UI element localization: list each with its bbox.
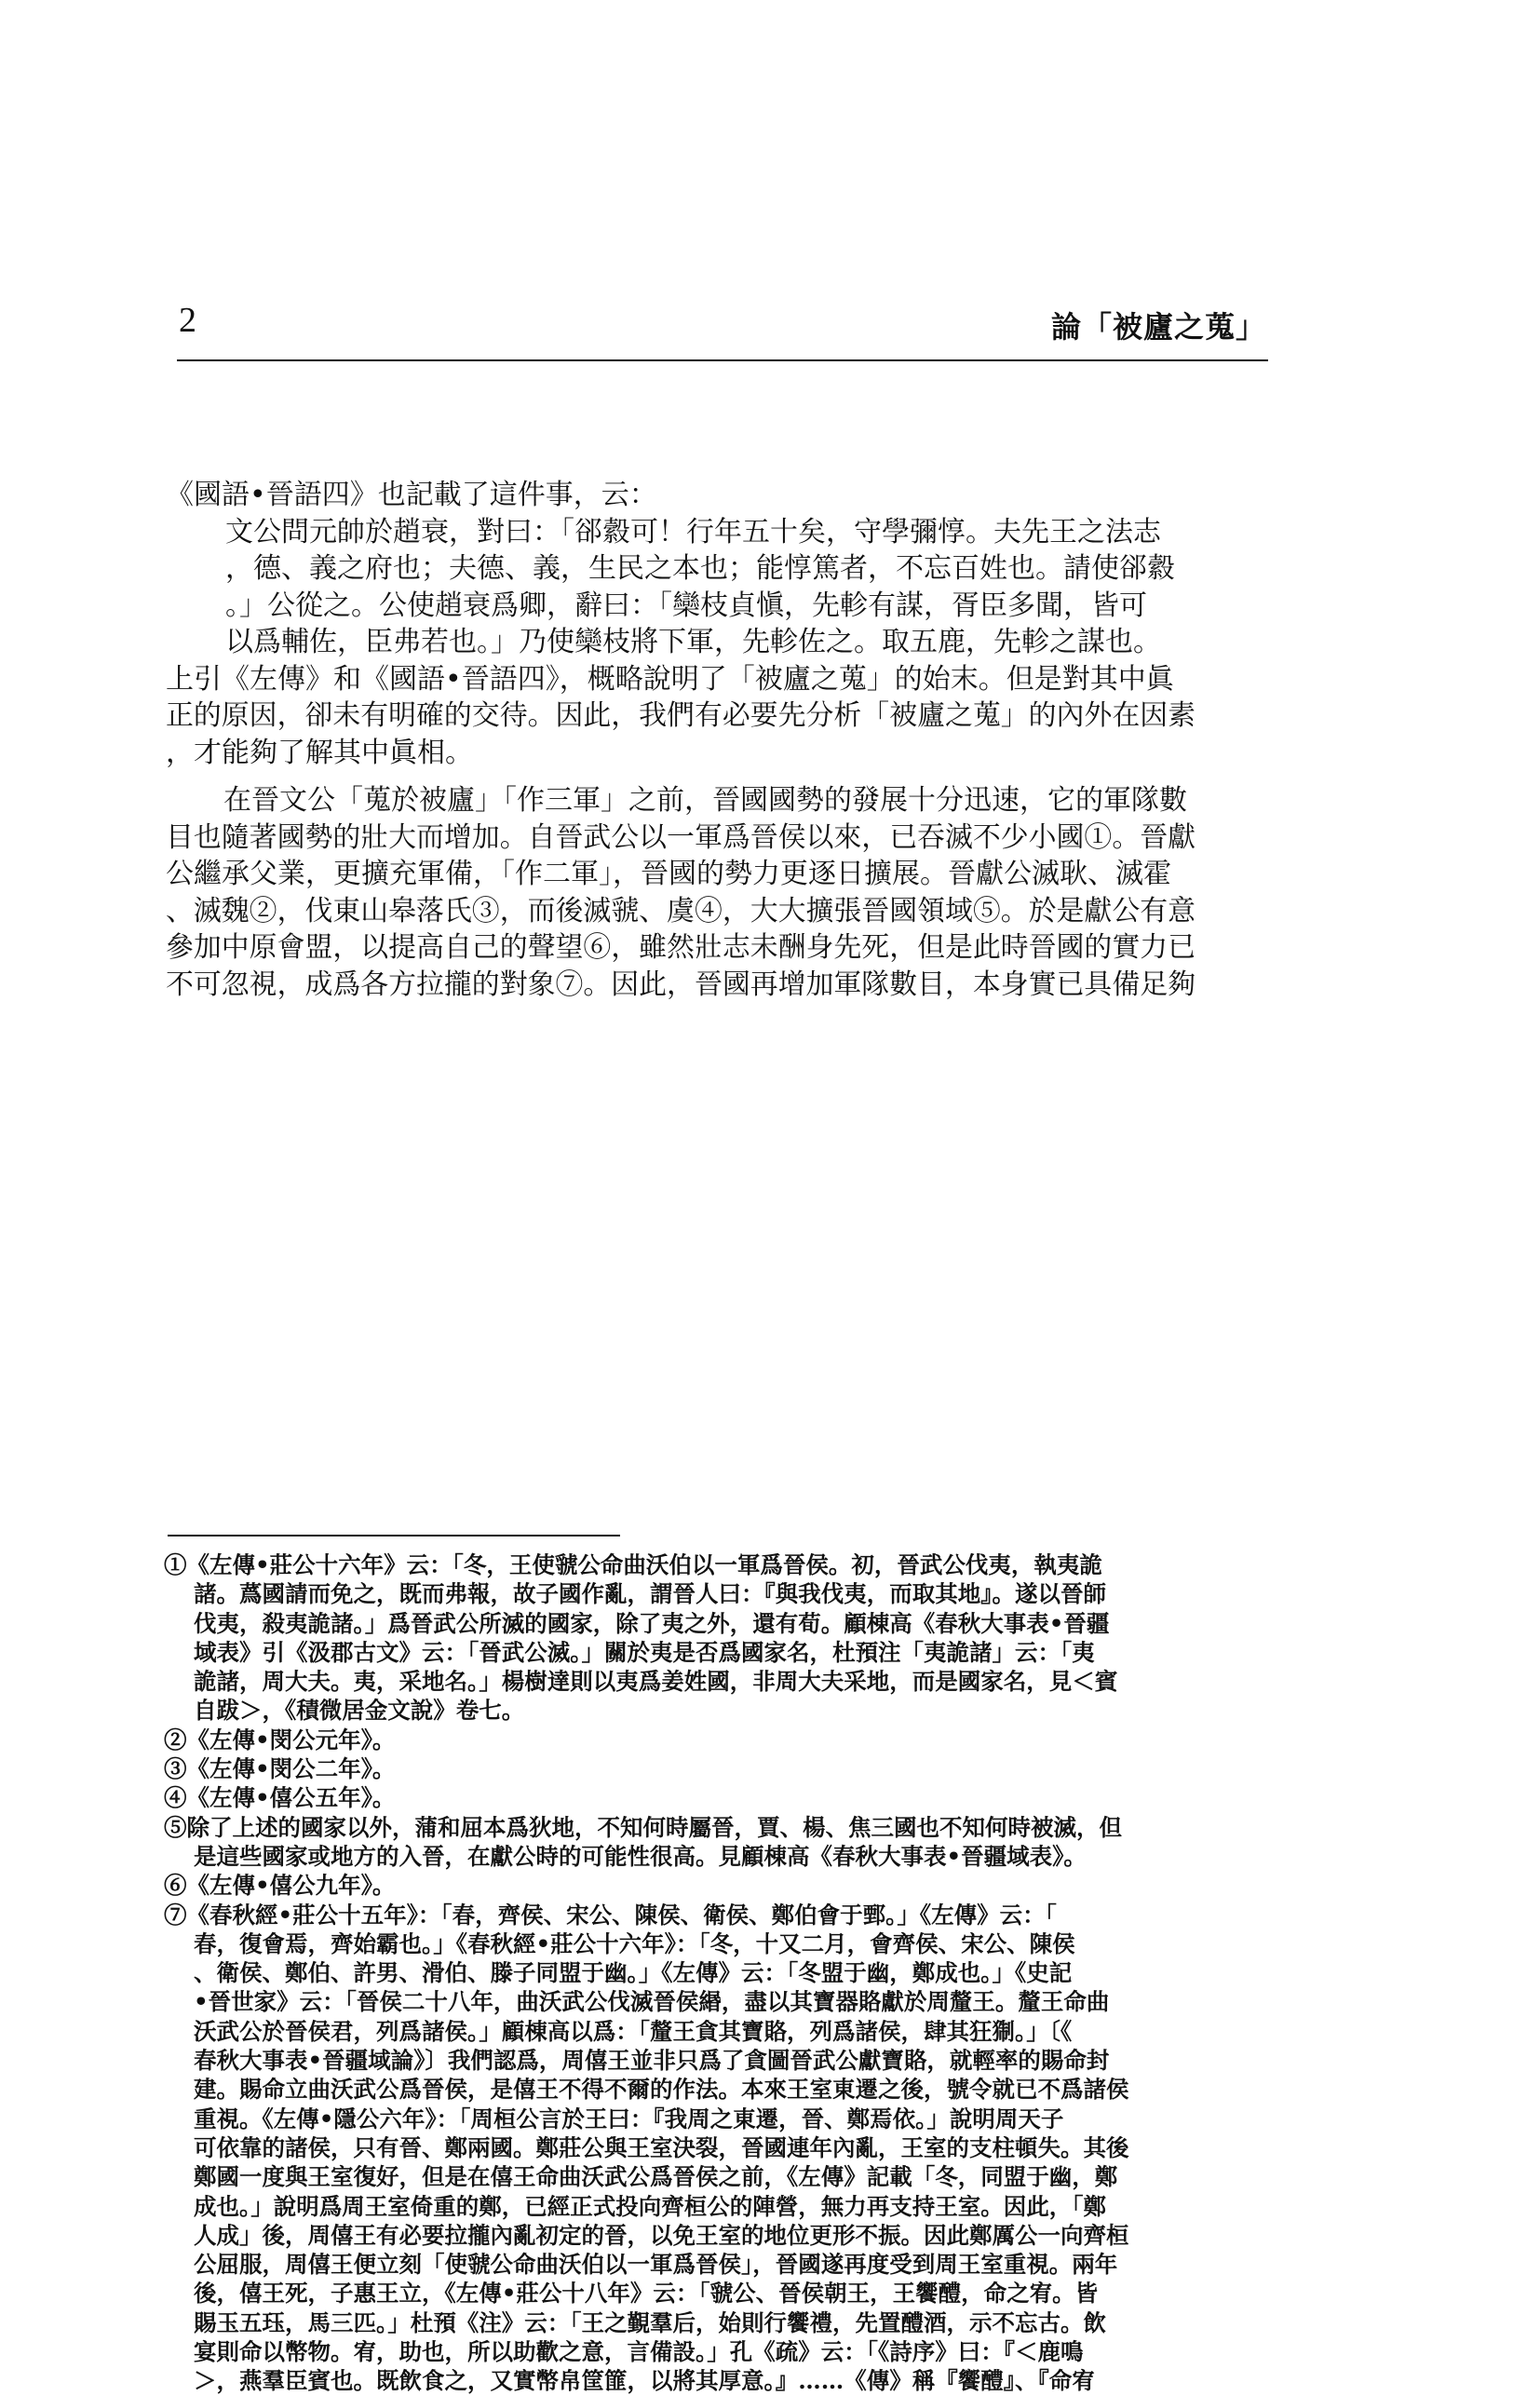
paragraph-line: 不可忽視，成爲各方拉攏的對象⑦。因此，晉國再增加軍隊數目，本身實已具備足夠 bbox=[166, 968, 1196, 1001]
quote-line: ，德、義之府也；夫德、義，生民之本也；能惇篤者，不忘百姓也。請使郤縠 bbox=[225, 552, 1175, 585]
quote-line: 。」公從之。公使趙衰爲卿，辭曰：「欒枝貞愼，先軫有謀，胥臣多聞，皆可 bbox=[225, 589, 1147, 622]
footnote-1: ①《左傳•莊公十六年》云：「冬，王使虢公命曲沃伯以一軍爲晉侯。初，晉武公伐夷，執夷詭 諸。蔿國請而免之，既而弗報，故子國作亂，謂晉人曰：『與我伐夷，而取其地』。遂以晉師 伐夷，殺夷詭諸。」爲晉武公所滅的國家，除了夷之外，還有荀。顧棟高《春秋大事表•晉疆 域表》引《汲郡古文》云：「晉武公滅。」關於夷是否爲國家名，杜預注「夷詭諸」云：「夷 詭諸，周大夫。夷，采地名。」楊樹達則以夷爲姜姓國，非周大夫采地，而是國家名，見＜賓 自跋＞，《積微居金文說》卷七。 bbox=[164, 1551, 1118, 1725]
paragraph-1 bbox=[166, 661, 1196, 772]
paragraph-line: ，才能夠了解其中眞相。 bbox=[166, 736, 473, 769]
footnote-3: ③《左傳•閔公二年》。 bbox=[164, 1755, 396, 1783]
footnote-5: ⑤除了上述的國家以外，蒲和屈本爲狄地，不知何時屬晉，賈、楊、焦三國也不知何時被滅，但 是這些國家或地方的入晉，在獻公時的可能性很高。見顧棟高《春秋大事表•晉疆域表》。 bbox=[164, 1813, 1122, 1870]
footnote-2: ②《左傳•閔公元年》。 bbox=[164, 1726, 396, 1753]
paragraph-line: 、滅魏②，伐東山皋落氏③，而後滅虢、虞④，大大擴張晉國領域⑤。於是獻公有意 bbox=[166, 894, 1196, 927]
paragraph-line: 在晉文公「蒐於被廬」「作三軍」之前，晉國國勢的發展十分迅速，它的軍隊數 bbox=[223, 784, 1187, 817]
quote-line: 文公問元帥於趙衰，對曰：「郤縠可！行年五十矣，守學彌惇。夫先王之法志 bbox=[225, 515, 1161, 548]
quote-line: 以爲輔佐，臣弗若也。」乃使欒枝將下軍，先軫佐之。取五鹿，先軫之謀也。 bbox=[225, 626, 1161, 658]
paragraph-line: 參加中原會盟，以提高自己的聲望⑥，雖然壯志未酬身先死，但是此時晉國的實力已 bbox=[166, 931, 1196, 964]
paragraph-2 bbox=[166, 782, 1196, 1003]
body-text bbox=[166, 477, 1196, 1003]
block-quote bbox=[166, 514, 1196, 661]
footnote-separator bbox=[168, 1535, 620, 1536]
paragraph-line: 上引《左傳》和《國語•晉語四》，概略說明了「被廬之蒐」的始末。但是對其中眞 bbox=[166, 662, 1174, 696]
page-number: 2 bbox=[179, 301, 196, 340]
quote-intro: 《國語•晉語四》也記載了這件事，云： bbox=[166, 479, 657, 511]
footnotes bbox=[164, 1550, 1207, 2396]
footnote-6: ⑥《左傳•僖公九年》。 bbox=[164, 1872, 396, 1900]
paragraph-line: 正的原因，卻未有明確的交待。因此，我們有必要先分析「被廬之蒐」的內外在因素 bbox=[166, 699, 1196, 732]
running-title: 論「被廬之蒐」 bbox=[1050, 309, 1266, 345]
page-header bbox=[177, 296, 1268, 361]
paragraph-line: 目也隨著國勢的壯大而增加。自晉武公以一軍爲晉侯以來，已吞滅不少小國①。晉獻 bbox=[166, 820, 1196, 854]
paragraph-line: 公繼承父業，更擴充軍備，「作二軍」，晉國的勢力更逐日擴展。晉獻公滅耿、滅霍 bbox=[166, 858, 1171, 890]
footnote-7: ⑦《春秋經•莊公十五年》：「春，齊侯、宋公、陳侯、衛侯、鄭伯會于鄄。」《左傳》云：「 春，復會焉，齊始霸也。」《春秋經•莊公十六年》：「冬，十又二月，會齊侯、宋公、陳侯 、衛侯、鄭伯、許男、滑伯、滕子同盟于幽。」《左傳》云：「冬盟于幽，鄭成也。」《史記 •晉世家》云：「晉侯二十八年，曲沃武公伐滅晉侯緡，盡以其寶器賂獻於周釐王。釐王命曲 沃武公於晉侯君，列爲諸侯。」顧棟高以爲：「釐王貪其寶賂，列爲諸侯，肆其狂猘。」〔《 春秋大事表•晉疆域論》〕我們認爲，周僖王並非只爲了貪圖晉武公獻寶賂，就輕率的賜命封 建。賜命立曲沃武公爲晉侯，是僖王不得不爾的作法。本來王室東遷之後，號令就已不爲諸侯 重視。《左傳•隱公六年》：「周桓公言於王曰：『我周之東遷，晉、鄭焉依。」說明周天子 可依靠的諸侯，只有晉、鄭兩國。鄭莊公與王室決裂，晉國連年內亂，王室的支柱頓失。其後 鄭國一度與王室復好，但是在僖王命曲沃武公爲晉侯之前，《左傳》記載「冬，同盟于幽，鄭 成也。」說明爲周王室倚重的鄭，已經正式投向齊桓公的陣營，無力再支持王室。因此，「鄭 人成」後，周僖王有必要拉攏內亂初定的晉，以免王室的地位更形不振。因此鄭厲公一向齊桓 公屈服，周僖王便立刻「使虢公命曲沃伯以一軍爲晉侯」，晉國遂再度受到周王室重視。兩年 後，僖王死，子惠王立，《左傳•莊公十八年》云：「虢公、晉侯朝王，王饗醴，命之宥。皆 賜玉五珏，馬三匹。」杜預《注》云：「王之覲羣后，始則行饗禮，先置醴酒，示不忘古。飲 宴則命以幣物。宥，助也，所以助歡之意，言備設。」孔《疏》云：「《詩序》曰：『＜鹿鳴 ＞，燕羣臣賓也。既飲食之，又實幣帛筐篚，以將其厚意。』……《傳》稱『饗醴』、『命宥 bbox=[164, 1901, 1129, 2395]
footnote-4: ④《左傳•僖公五年》。 bbox=[164, 1784, 396, 1812]
